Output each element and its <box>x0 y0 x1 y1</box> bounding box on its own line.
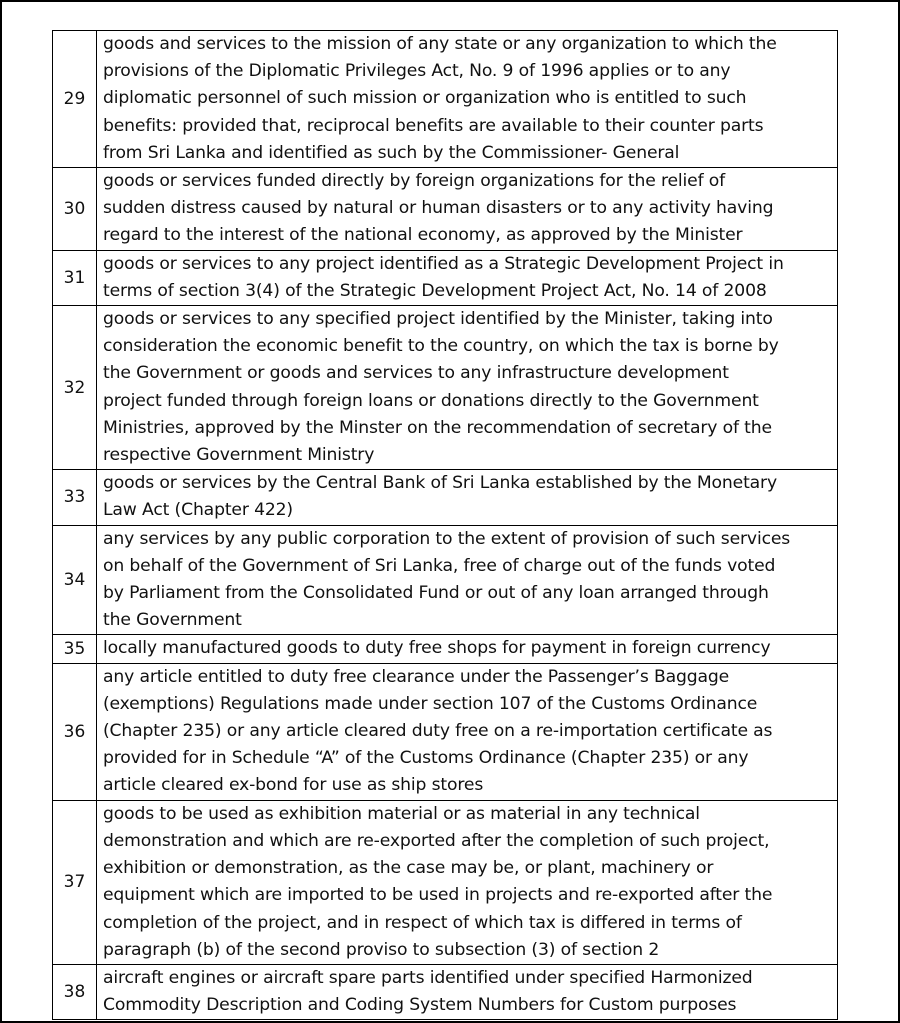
description-line: by Parliament from the Consolidated Fund or out of any loan arranged through <box>103 583 769 604</box>
description-line: article cleared ex-bond for use as ship stores <box>103 775 484 796</box>
item-description <box>97 168 838 251</box>
table-row <box>53 168 838 251</box>
table-row <box>53 525 838 635</box>
description-line: diplomatic personnel of such mission or organization who is entitled to such <box>103 88 747 109</box>
description-line: the Government <box>103 610 242 631</box>
description-line: any article entitled to duty free clearance under the Passenger’s Baggage <box>103 666 730 687</box>
description-line: terms of section 3(4) of the Strategic Development Project Act, No. 14 of 2008 <box>103 280 767 301</box>
description-line: respective Government Ministry <box>103 445 375 466</box>
description-line: the Government or goods and services to any infrastructure development <box>103 363 729 384</box>
description-line: on behalf of the Government of Sri Lanka, free of charge out of the funds voted <box>103 555 776 576</box>
description-line: goods or services funded directly by foreign organizations for the relief of <box>103 171 726 192</box>
item-description <box>97 250 838 305</box>
description-line: goods or services to any specified project identified by the Minister, taking into <box>103 309 773 330</box>
item-number: 38 <box>53 964 97 1019</box>
item-number: 31 <box>53 250 97 305</box>
item-number: 34 <box>53 525 97 635</box>
item-description <box>97 964 838 1019</box>
item-description <box>97 31 838 168</box>
description-line: demonstration and which are re-exported after the completion of such project, <box>103 830 770 851</box>
table-row <box>53 470 838 525</box>
description-line: (exemptions) Regulations made under section 107 of the Customs Ordinance <box>103 693 758 714</box>
description-line: regard to the interest of the national economy, as approved by the Minister <box>103 225 743 246</box>
description-line: Law Act (Chapter 422) <box>103 500 293 521</box>
description-line: goods to be used as exhibition material or as material in any technical <box>103 803 700 824</box>
description-line: Ministries, approved by the Minster on the recommendation of secretary of the <box>103 417 772 438</box>
description-line: aircraft engines or aircraft spare parts identified under specified Harmonized <box>103 967 753 988</box>
description-line: provisions of the Diplomatic Privileges Act, No. 9 of 1996 applies or to any <box>103 61 731 82</box>
description-line: benefits: provided that, reciprocal benefits are available to their counter parts <box>103 115 764 136</box>
description-line: goods or services to any project identified as a Strategic Development Project in <box>103 253 784 274</box>
table-row <box>53 663 838 800</box>
description-line: provided for in Schedule “A” of the Customs Ordinance (Chapter 235) or any <box>103 748 749 769</box>
item-number: 32 <box>53 306 97 470</box>
item-number: 36 <box>53 663 97 800</box>
table-row <box>53 250 838 305</box>
description-line: goods or services by the Central Bank of Sri Lanka established by the Monetary <box>103 473 777 494</box>
item-number: 37 <box>53 800 97 964</box>
item-description <box>97 635 838 663</box>
table-body <box>53 31 838 1020</box>
description-line: consideration the economic benefit to the country, on which the tax is borne by <box>103 336 779 357</box>
item-description <box>97 306 838 470</box>
description-line: sudden distress caused by natural or human disasters or to any activity having <box>103 198 774 219</box>
description-line: paragraph (b) of the second proviso to subsection (3) of section 2 <box>103 939 660 960</box>
description-line: goods and services to the mission of any state or any organization to which the <box>103 34 777 54</box>
item-description <box>97 470 838 525</box>
description-line: completion of the project, and in respect of which tax is differed in terms of <box>103 912 742 933</box>
table-row <box>53 635 838 663</box>
description-line: equipment which are imported to be used in projects and re-exported after the <box>103 885 773 906</box>
table-row <box>53 964 838 1019</box>
description-line: (Chapter 235) or any article cleared duty free on a re-importation certificate as <box>103 721 773 742</box>
item-number: 29 <box>53 31 97 168</box>
description-line: from Sri Lanka and identified as such by the Commissioner- General <box>103 142 680 163</box>
table-row <box>53 800 838 964</box>
item-description <box>97 800 838 964</box>
item-description <box>97 525 838 635</box>
description-line: project funded through foreign loans or donations directly to the Government <box>103 390 759 411</box>
exemption-table <box>52 30 838 1020</box>
description-line: Commodity Description and Coding System Numbers for Custom purposes <box>103 995 737 1016</box>
description-line: any services by any public corporation to the extent of provision of such services <box>103 528 791 549</box>
item-description <box>97 663 838 800</box>
description-line: locally manufactured goods to duty free shops for payment in foreign currency <box>103 638 771 659</box>
description-line: exhibition or demonstration, as the case may be, or plant, machinery or <box>103 858 714 879</box>
table-row <box>53 31 838 168</box>
table-row <box>53 306 838 470</box>
item-number: 35 <box>53 635 97 663</box>
item-number: 30 <box>53 168 97 251</box>
item-number: 33 <box>53 470 97 525</box>
